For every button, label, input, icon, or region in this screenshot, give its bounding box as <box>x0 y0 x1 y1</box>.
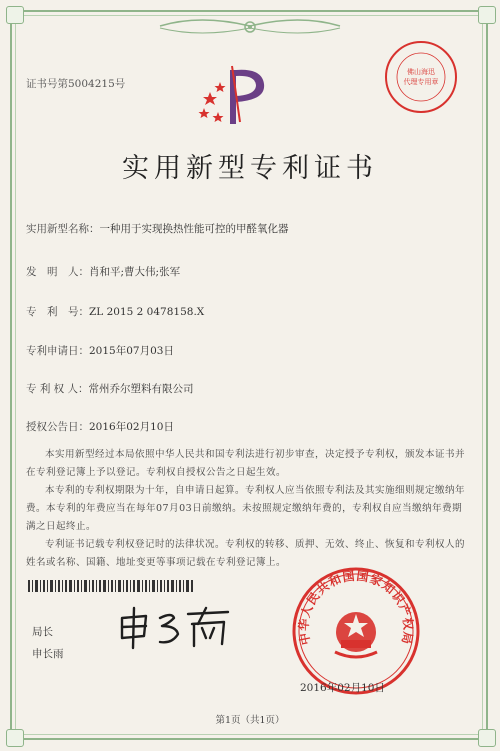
page-footer: 第1页（共1页） <box>215 715 285 726</box>
field-inventor <box>26 264 180 279</box>
corner-ornament-bottom-right <box>478 729 496 747</box>
inventor-label: 发 明 人： <box>26 266 89 278</box>
field-patent-number <box>26 304 204 319</box>
seal-text: 中华人民共和国国家知识产权局 <box>296 568 416 647</box>
utility-model-name-value: 一种用于实现换热性能可控的甲醛氧化器 <box>99 223 289 235</box>
certificate-number: 证书号第5004215号 <box>26 78 126 90</box>
patent-owner-label: 专 利 权 人： <box>26 383 89 395</box>
filing-date-value: 2015年07月03日 <box>89 345 174 357</box>
field-patent-owner <box>26 381 194 396</box>
field-grant-date <box>26 419 174 434</box>
corner-ornament-bottom-left <box>6 729 24 747</box>
utility-model-name-label: 实用新型名称： <box>26 223 100 235</box>
svg-text:代理专用章: 代理专用章 <box>403 78 439 86</box>
signature-icon <box>116 604 234 650</box>
body-paragraph-2: 本专利的专利权期限为十年，自申请日起算。专利权人应当依照专利法及其实施细则规定缴纳年费。本专利的年费应当在每年07月03日前缴纳。未按照规定缴纳年费的，专利权自应当缴纳年费期满之日起终止。 <box>26 485 466 532</box>
body-paragraph-1: 本实用新型经过本局依照中华人民共和国专利法进行初步审查，决定授予专利权，颁发本证书并在专利登记簿上予以登记。专利权自授权公告之日起生效。 <box>26 449 466 478</box>
certificate-title: 实用新型专利证书 <box>122 153 378 184</box>
patent-number-value: ZL 2015 2 0478158.X <box>89 306 205 318</box>
grant-date-value: 2016年02月10日 <box>89 421 174 433</box>
agent-stamp-icon <box>382 38 460 116</box>
corner-ornament-top-right <box>478 6 496 24</box>
inventor-value: 肖和平;曹大伟;张军 <box>89 266 181 278</box>
barcode-icon <box>28 580 194 592</box>
patent-number-label: 专 利 号： <box>26 306 89 318</box>
patent-owner-value: 常州乔尔塑料有限公司 <box>88 383 194 395</box>
svg-text:佛山海迅: 佛山海迅 <box>407 68 435 76</box>
corner-ornament-top-left <box>6 6 24 24</box>
official-title: 局长 <box>32 626 53 638</box>
grant-date-label: 授权公告日： <box>26 421 89 433</box>
field-utility-model-name <box>26 221 289 236</box>
cnipa-logo-icon <box>196 62 276 130</box>
filing-date-label: 专利申请日： <box>26 345 89 357</box>
official-seal-icon <box>291 566 421 696</box>
body-paragraph-3: 专利证书记载专利权登记时的法律状况。专利权的转移、质押、无效、终止、恢复和专利权人的姓名或名称、国籍、地址变更等事项记载在专利登记簿上。 <box>26 539 466 568</box>
issue-date: 2016年02月10日 <box>300 682 385 694</box>
field-filing-date <box>26 343 174 358</box>
top-ornament-icon <box>150 14 350 36</box>
official-name: 申长雨 <box>32 648 64 660</box>
